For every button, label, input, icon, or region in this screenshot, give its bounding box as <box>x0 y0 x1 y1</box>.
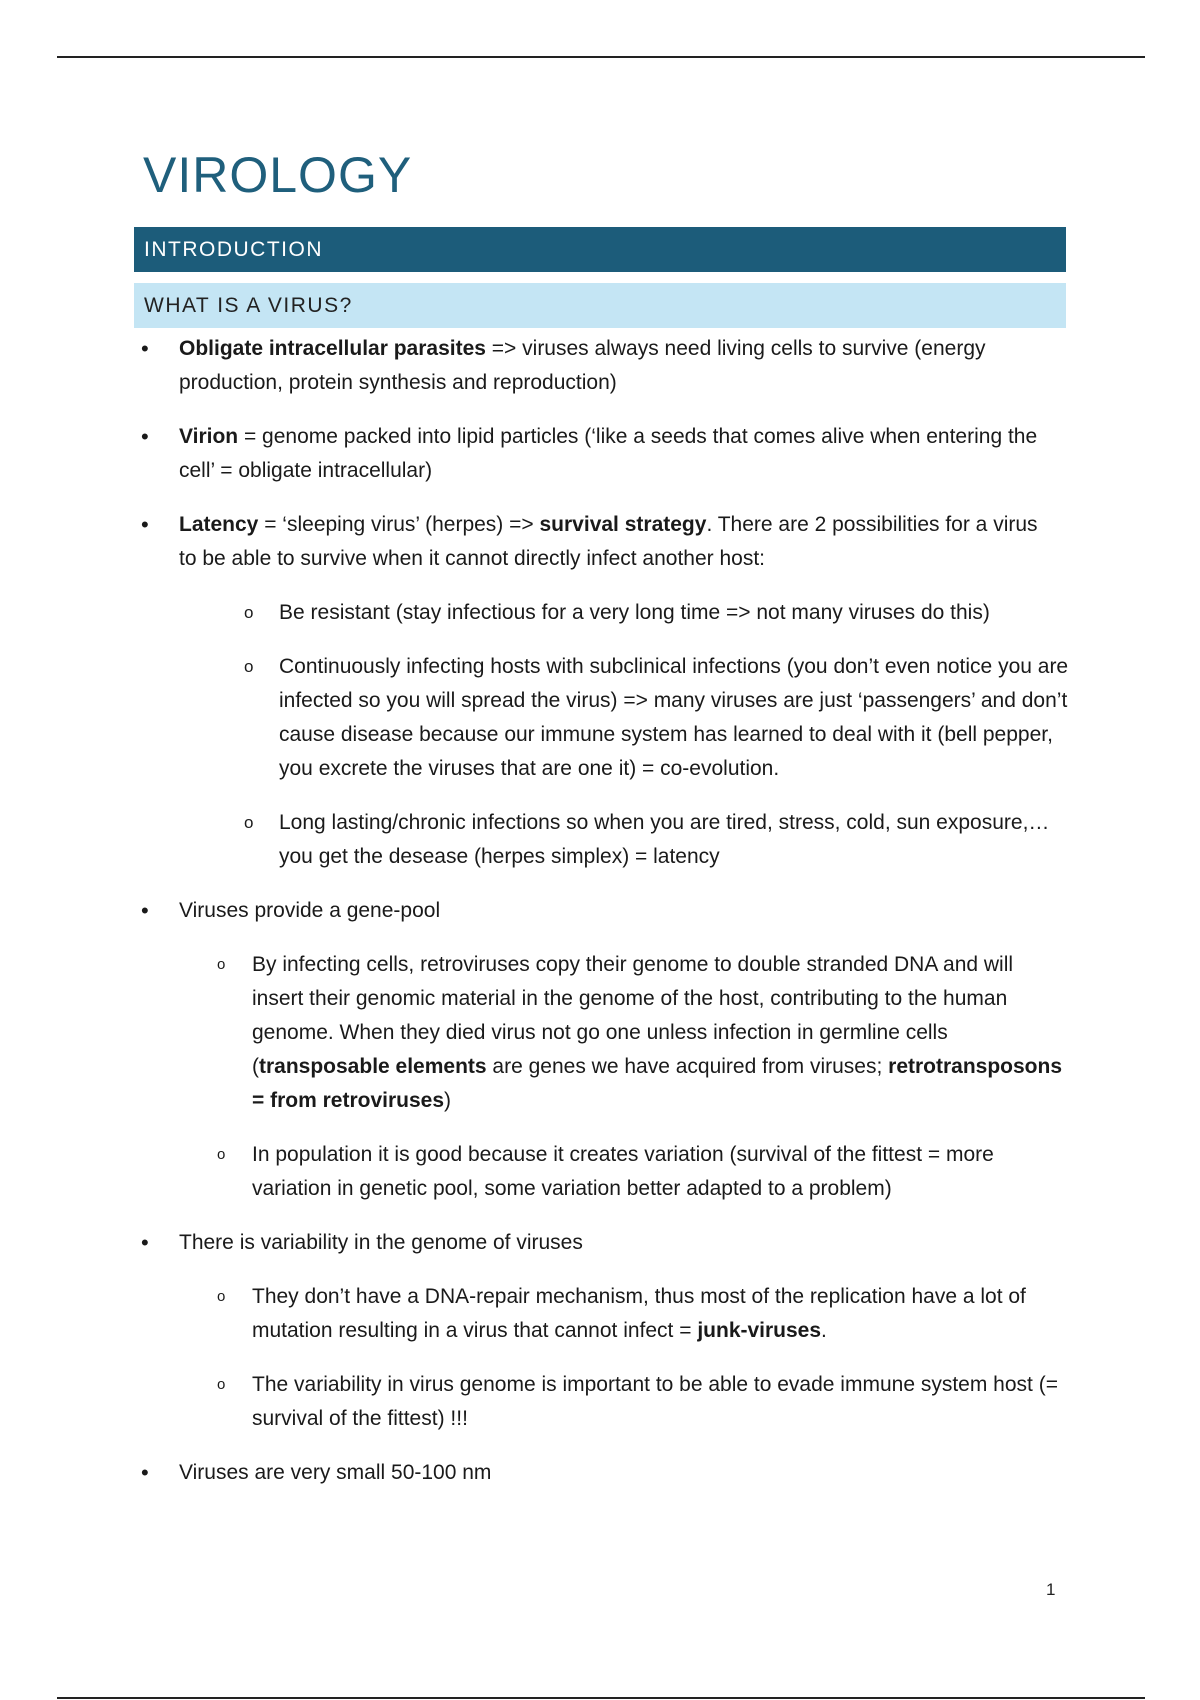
bullet-circle-icon: o <box>244 603 254 622</box>
section-heading-introduction: INTRODUCTION <box>134 227 1066 272</box>
bullet-circle-icon: o <box>217 1376 226 1393</box>
list-item: • Latency = ‘sleeping virus’ (herpes) => survival strategy. There are 2 possibilities for a virus to be able to survive when it cannot directly infect another host: <box>179 508 1059 576</box>
sub-list-item: o In population it is good because it creates variation (survival of the fittest = more variation in genetic pool, some variation better adapted to a problem) <box>252 1138 1062 1206</box>
page-title: VIROLOGY <box>143 147 413 203</box>
list-item: • Obligate intracellular parasites => viruses always need living cells to survive (energy production, protein synthesis and reproduction) <box>179 332 1059 400</box>
bullet-disc-icon: • <box>141 336 149 361</box>
bullet-circle-icon: o <box>217 1288 226 1305</box>
bullet-circle-icon: o <box>217 956 226 973</box>
sub-list-item: o The variability in virus genome is important to be able to evade immune system host (= survival of the fittest) !!! <box>252 1368 1062 1436</box>
bullet-disc-icon: • <box>141 512 149 537</box>
footer-rule <box>57 1697 1145 1699</box>
subsection-heading-what-is-a-virus: WHAT IS A VIRUS? <box>134 283 1066 328</box>
sub-list-item: o They don’t have a DNA-repair mechanism, thus most of the replication have a lot of mutation resulting in a virus that cannot infect = junk-viruses. <box>252 1280 1062 1348</box>
sub-list-item: o Long lasting/chronic infections so when you are tired, stress, cold, sun exposure,… you get the desease (herpes simplex) = latency <box>279 806 1069 874</box>
bullet-circle-icon: o <box>217 1146 226 1163</box>
list-item: • Virion = genome packed into lipid particles (‘like a seeds that comes alive when entering the cell’ = obligate intracellular) <box>179 420 1059 488</box>
header-rule <box>57 56 1145 58</box>
bullet-circle-icon: o <box>244 657 254 676</box>
sub-list-item: o By infecting cells, retroviruses copy their genome to double stranded DNA and will insert their genomic material in the genome of the host, contributing to the human genome. When they died virus not go one unless infection in germline cells (transposable elements are genes we have acquired from viruses; retrotransposons = from retroviruses) <box>252 948 1062 1118</box>
bullet-disc-icon: • <box>141 898 149 923</box>
sub-list-item: o Continuously infecting hosts with subclinical infections (you don’t even notice you are infected so you will spread the virus) => many viruses are just ‘passengers’ and don’t cause disease because our immune system has learned to deal with it (bell pepper, you excrete the viruses that are one it) = co-evolution. <box>279 650 1069 786</box>
bullet-disc-icon: • <box>141 1230 149 1255</box>
list-item: • There is variability in the genome of viruses <box>179 1226 1059 1260</box>
bullet-disc-icon: • <box>141 424 149 449</box>
bullet-disc-icon: • <box>141 1460 149 1485</box>
document-body <box>0 332 1200 1510</box>
list-item: • Viruses are very small 50-100 nm <box>179 1456 1059 1490</box>
page-number: 1 <box>1046 1580 1056 1599</box>
bullet-circle-icon: o <box>244 813 254 832</box>
sub-list-item: o Be resistant (stay infectious for a very long time => not many viruses do this) <box>279 596 1069 630</box>
list-item: • Viruses provide a gene-pool <box>179 894 1059 928</box>
